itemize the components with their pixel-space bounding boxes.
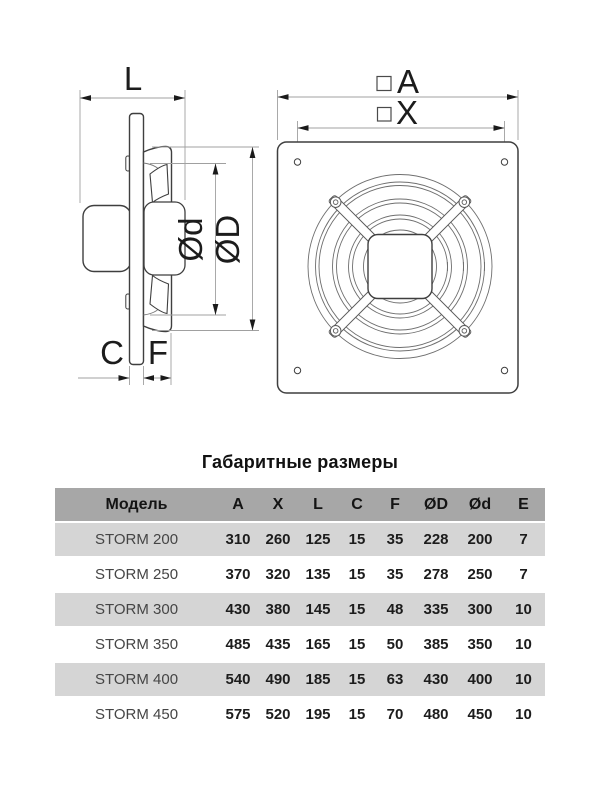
arrowhead <box>507 94 518 100</box>
value-cell: 185 <box>298 663 338 698</box>
value-cell: 520 <box>258 698 298 733</box>
value-cell: 15 <box>338 663 376 698</box>
arrowhead <box>213 164 219 175</box>
model-cell: STORM 200 <box>55 523 218 558</box>
value-cell: 165 <box>298 628 338 663</box>
value-cell: 320 <box>258 558 298 593</box>
value-cell: 70 <box>376 698 414 733</box>
value-cell: 370 <box>218 558 258 593</box>
arrowhead <box>298 125 309 131</box>
mounting-plate-side <box>130 114 144 365</box>
hub-square-front <box>368 235 432 299</box>
table-row <box>55 628 545 663</box>
arrowhead <box>174 95 185 101</box>
dim-label-C: C <box>100 334 124 371</box>
value-cell: 10 <box>502 593 545 628</box>
value-cell: 15 <box>338 628 376 663</box>
dimensions-table <box>55 488 545 733</box>
arrowhead <box>494 125 505 131</box>
arrowhead <box>278 94 289 100</box>
value-cell: 10 <box>502 628 545 663</box>
value-cell: 50 <box>376 628 414 663</box>
value-cell: 260 <box>258 523 298 558</box>
model-cell: STORM 450 <box>55 698 218 733</box>
column-header-dsmall: Ød <box>458 488 502 523</box>
column-header-e: E <box>502 488 545 523</box>
value-cell: 35 <box>376 523 414 558</box>
table-title: Габаритные размеры <box>201 452 399 472</box>
value-cell: 250 <box>458 558 502 593</box>
table-header-row <box>55 488 545 523</box>
value-cell: 15 <box>338 523 376 558</box>
value-cell: 200 <box>458 523 502 558</box>
model-cell: STORM 300 <box>55 593 218 628</box>
column-header-a: A <box>218 488 258 523</box>
value-cell: 540 <box>218 663 258 698</box>
table-row <box>55 593 545 628</box>
value-cell: 310 <box>218 523 258 558</box>
value-cell: 335 <box>414 593 458 628</box>
motor-body <box>83 206 131 272</box>
value-cell: 15 <box>338 558 376 593</box>
value-cell: 10 <box>502 663 545 698</box>
square-symbol-icon <box>378 108 392 122</box>
value-cell: 435 <box>258 628 298 663</box>
column-header-model: Модель <box>55 488 218 523</box>
value-cell: 380 <box>258 593 298 628</box>
arrowhead <box>144 375 155 381</box>
column-header-f: F <box>376 488 414 523</box>
dim-label-d-big: ØD <box>209 214 246 265</box>
arrowhead <box>119 375 130 381</box>
value-cell: 385 <box>414 628 458 663</box>
value-cell: 300 <box>458 593 502 628</box>
value-cell: 15 <box>338 593 376 628</box>
model-cell: STORM 350 <box>55 628 218 663</box>
arrowhead <box>213 304 219 315</box>
side-view-drawing <box>78 60 259 385</box>
dim-label-L: L <box>123 60 143 97</box>
value-cell: 63 <box>376 663 414 698</box>
dim-label-d-small: Ød <box>172 217 209 262</box>
value-cell: 15 <box>338 698 376 733</box>
value-cell: 430 <box>414 663 458 698</box>
square-symbol-icon <box>377 77 391 91</box>
value-cell: 575 <box>218 698 258 733</box>
value-cell: 35 <box>376 558 414 593</box>
value-cell: 195 <box>298 698 338 733</box>
table-row <box>55 523 545 558</box>
value-cell: 135 <box>298 558 338 593</box>
dim-label-F: F <box>147 334 169 371</box>
arrowhead <box>161 375 172 381</box>
value-cell: 485 <box>218 628 258 663</box>
model-cell: STORM 250 <box>55 558 218 593</box>
value-cell: 480 <box>414 698 458 733</box>
value-cell: 430 <box>218 593 258 628</box>
arrowhead <box>80 95 91 101</box>
arrowhead <box>250 147 256 158</box>
table-row <box>55 698 545 733</box>
value-cell: 145 <box>298 593 338 628</box>
value-cell: 7 <box>502 558 545 593</box>
value-cell: 48 <box>376 593 414 628</box>
dim-label-A: A <box>396 63 420 100</box>
column-header-x: X <box>258 488 298 523</box>
model-cell: STORM 400 <box>55 663 218 698</box>
value-cell: 228 <box>414 523 458 558</box>
value-cell: 10 <box>502 698 545 733</box>
value-cell: 278 <box>414 558 458 593</box>
front-view-drawing <box>278 63 519 393</box>
column-header-c: C <box>338 488 376 523</box>
dim-label-X: X <box>395 94 419 131</box>
table-row <box>55 558 545 593</box>
table-row <box>55 663 545 698</box>
value-cell: 125 <box>298 523 338 558</box>
arrowhead <box>250 320 256 331</box>
value-cell: 350 <box>458 628 502 663</box>
value-cell: 490 <box>258 663 298 698</box>
column-header-dbig: ØD <box>414 488 458 523</box>
value-cell: 450 <box>458 698 502 733</box>
value-cell: 400 <box>458 663 502 698</box>
column-header-l: L <box>298 488 338 523</box>
value-cell: 7 <box>502 523 545 558</box>
